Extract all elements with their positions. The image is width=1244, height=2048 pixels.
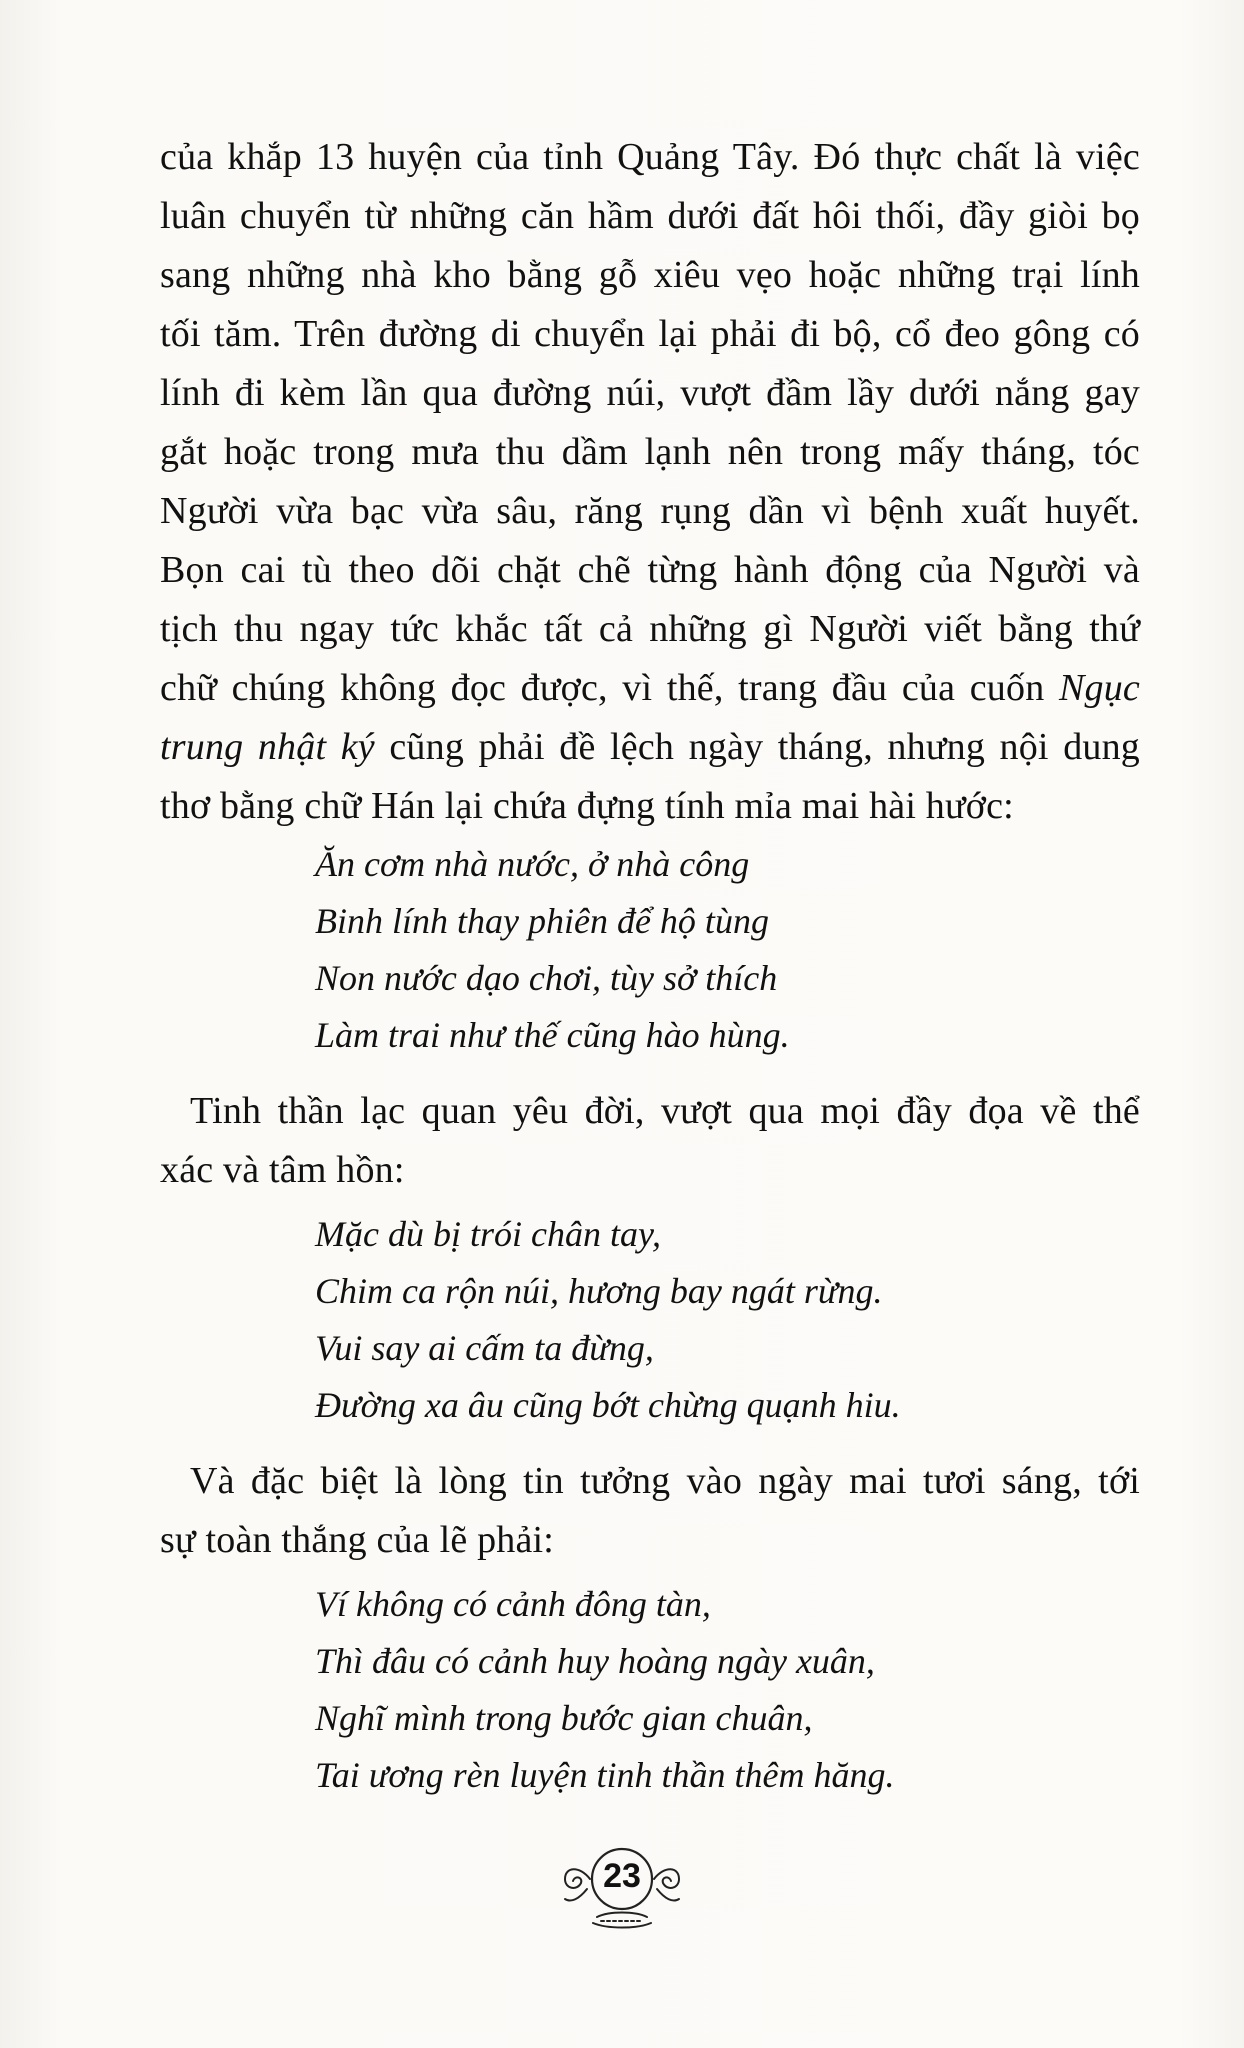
book-title-part: Ngục <box>1058 667 1140 709</box>
paragraph-2 <box>160 1082 1140 1200</box>
poem-line: Mặc dù bị trói chân tay, <box>315 1214 661 1254</box>
text-segment: chữ chúng không đọc được, vì thế, trang đầu của cuốn <box>160 667 1059 709</box>
text-line: luân chuyển từ những căn hầm dưới đất hôi thối, đầy giòi bọ <box>160 195 1140 237</box>
poem-line: Ăn cơm nhà nước, ở nhà công <box>315 844 750 884</box>
page-body <box>160 128 1140 1804</box>
poem-line: Tai ương rèn luyện tinh thần thêm hăng. <box>315 1755 895 1795</box>
text-segment: cũng phải đề lệch ngày tháng, nhưng nội dung <box>374 726 1140 768</box>
paragraph-3 <box>160 1452 1140 1570</box>
poem-line: Non nước dạo chơi, tùy sở thích <box>315 958 778 998</box>
text-line: của khắp 13 huyện của tỉnh Quảng Tây. Đó thực chất là việc <box>160 136 1140 178</box>
text-line: Người vừa bạc vừa sâu, răng rụng dần vì bệnh xuất huyết. <box>160 490 1140 532</box>
page-number: 23 <box>603 1857 641 1895</box>
text-line: tối tăm. Trên đường di chuyển lại phải đi bộ, cổ đeo gông có <box>160 313 1140 355</box>
text-line: Và đặc biệt là lòng tin tưởng vào ngày mai tươi sáng, tới <box>190 1460 1140 1502</box>
poem-line: Nghĩ mình trong bước gian chuân, <box>315 1698 813 1738</box>
poem-1 <box>160 836 1140 1064</box>
text-line: Bọn cai tù theo dõi chặt chẽ từng hành động của Người và <box>160 549 1140 591</box>
text-line <box>160 718 1140 777</box>
text-line <box>160 659 1140 718</box>
page-number-ornament <box>557 1843 687 1933</box>
text-line: Tinh thần lạc quan yêu đời, vượt qua mọi đầy đọa về thể <box>190 1090 1140 1132</box>
poem-line: Ví không có cảnh đông tàn, <box>315 1584 711 1624</box>
text-line: xác và tâm hồn: <box>160 1149 405 1191</box>
text-line: lính đi kèm lần qua đường núi, vượt đầm lầy dưới nắng gay <box>160 372 1140 414</box>
poem-line: Đường xa âu cũng bớt chừng quạnh hiu. <box>315 1385 901 1425</box>
poem-line: Thì đâu có cảnh huy hoàng ngày xuân, <box>315 1641 875 1681</box>
poem-line: Binh lính thay phiên để hộ tùng <box>315 901 769 941</box>
text-line: tịch thu ngay tức khắc tất cả những gì Người viết bằng thứ <box>160 608 1140 650</box>
text-line: sự toàn thắng của lẽ phải: <box>160 1519 555 1561</box>
poem-line: Chim ca rộn núi, hương bay ngát rừng. <box>315 1271 883 1311</box>
poem-2 <box>160 1206 1140 1434</box>
poem-3 <box>160 1576 1140 1804</box>
paragraph-1 <box>160 128 1140 836</box>
poem-line: Làm trai như thế cũng hào hùng. <box>315 1015 790 1055</box>
text-line: gắt hoặc trong mưa thu dầm lạnh nên trong mấy tháng, tóc <box>160 431 1140 473</box>
text-line: thơ bằng chữ Hán lại chứa đựng tính mỉa mai hài hước: <box>160 785 1014 827</box>
book-title-part: trung nhật ký <box>160 726 375 768</box>
text-line: sang những nhà kho bằng gỗ xiêu vẹo hoặc những trại lính <box>160 254 1140 296</box>
poem-line: Vui say ai cấm ta đừng, <box>315 1328 654 1368</box>
